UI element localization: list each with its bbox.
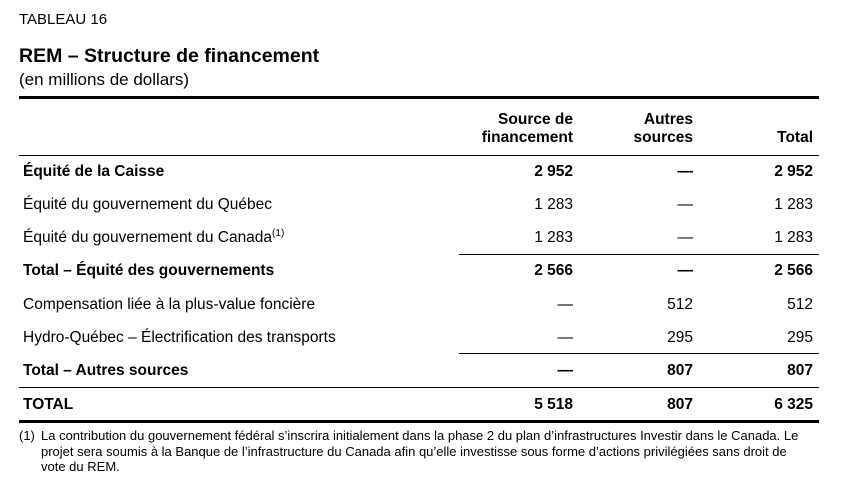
header-source-financement — [482, 111, 573, 147]
cell-autres: 807 — [667, 362, 693, 379]
header-source-line1: Source de — [498, 111, 573, 128]
bottom-rule — [19, 420, 819, 423]
row-label: Hydro-Québec – Électrification des transports — [23, 329, 336, 346]
cell-source: 2 952 — [534, 163, 573, 180]
footnote-ref: (1) — [272, 228, 285, 239]
table-row — [19, 191, 819, 219]
table-row — [19, 324, 819, 352]
row-label — [23, 229, 284, 247]
top-rule — [19, 96, 819, 99]
cell-autres: — — [677, 163, 693, 180]
cell-total: 2 952 — [774, 163, 813, 180]
header-source-line2: financement — [481, 129, 573, 146]
cell-source: — — [557, 362, 573, 379]
table-label: TABLEAU 16 — [19, 11, 108, 28]
row-label: TOTAL — [23, 396, 74, 413]
cell-autres: 512 — [667, 296, 693, 313]
cell-total: 6 325 — [774, 396, 813, 413]
header-autres-sources — [634, 111, 693, 147]
cell-source: 1 283 — [534, 196, 573, 213]
table-subtitle: (en millions de dollars) — [19, 70, 190, 89]
cell-autres: 807 — [667, 396, 693, 413]
cell-total: 1 283 — [774, 196, 813, 213]
row-label-text: Équité du gouvernement du Canada — [23, 229, 273, 246]
cell-source: — — [557, 329, 573, 346]
table-row — [19, 391, 819, 419]
cell-autres: 295 — [667, 329, 693, 346]
row-label: Équité du gouvernement du Québec — [23, 196, 273, 213]
cell-total: 807 — [787, 362, 813, 379]
footnote-text: La contribution du gouvernement fédéral s’inscrira initialement dans la phase 2 du plan d’infrastructures Investir dans le Canada. Le projet sera soumis à la Banque de l’infrastructure du Canada afin qu’elle investisse sous forme d’actions privilégiées sans droit de vote du REM. — [41, 428, 799, 474]
table-row — [19, 158, 819, 186]
row-label: Total – Autres sources — [23, 362, 189, 379]
row-label: Total – Équité des gouvernements — [23, 262, 275, 279]
table-row — [19, 291, 819, 319]
cell-total: 2 566 — [774, 262, 813, 279]
subtotal-rule — [459, 353, 819, 354]
header-rule — [19, 155, 819, 156]
row-label: Équité de la Caisse — [23, 163, 165, 180]
table-row — [19, 224, 819, 252]
cell-autres: — — [677, 196, 693, 213]
table-row — [19, 257, 819, 285]
cell-source: 1 283 — [534, 229, 573, 246]
cell-source: 2 566 — [534, 262, 573, 279]
footnote — [19, 428, 809, 475]
cell-source: 5 518 — [534, 396, 573, 413]
table-row — [19, 357, 819, 385]
header-total: Total — [777, 129, 813, 146]
header-autres-line1: Autres — [643, 111, 693, 128]
cell-total: 295 — [787, 329, 813, 346]
total-rule — [19, 387, 819, 388]
table-title: REM – Structure de financement — [19, 45, 320, 67]
cell-total: 1 283 — [774, 229, 813, 246]
cell-total: 512 — [787, 296, 813, 313]
cell-autres: — — [677, 262, 693, 279]
cell-autres: — — [677, 229, 693, 246]
row-label: Compensation liée à la plus-value foncière — [23, 296, 316, 313]
footnote-marker: (1) — [19, 428, 35, 443]
subtotal-rule — [459, 254, 819, 255]
header-autres-line2: sources — [633, 129, 693, 146]
cell-source: — — [557, 296, 573, 313]
